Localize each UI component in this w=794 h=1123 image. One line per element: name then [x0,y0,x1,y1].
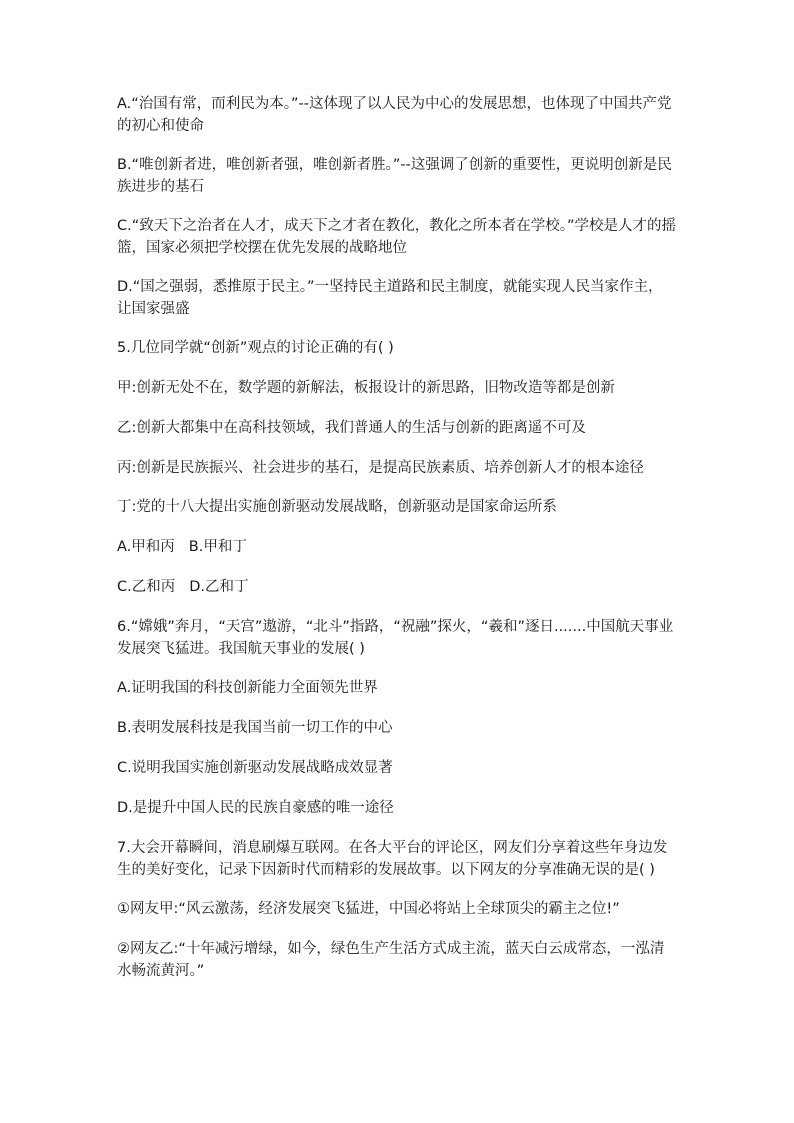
q5-option-c: C.乙和丙 [117,579,176,595]
q5-statement-jia: 甲:创新无处不在，数学题的新解法，板报设计的新思路，旧物改造等都是创新 [117,380,615,396]
q5-options-row-2 [117,576,677,598]
q6-option-a: A.证明我国的科技创新能力全面领先世界 [117,680,378,696]
q7-item-2: ②网友乙:“十年减污增绿，如今，绿色生产生活方式成主流，蓝天白云成常态，一泓清水畅流黄河。” [117,941,665,979]
q6-option-b: B.表明发展科技是我国当前一切工作的中心 [117,720,393,736]
q5-statement-ding: 丁:党的十八大提出实施创新驱动发展战略，创新驱动是国家命运所系 [117,499,557,515]
q4-option-a: A.“治国有常，而利民为本。”--这体现了以人民为中心的发展思想，也体现了中国共产党的初心和使命 [117,96,672,134]
q7-stem: 7.大会开幕瞬间，消息刷爆互联网。在各大平台的评论区，网友们分享着这些年身边发生的美好变化，记录下因新时代而精彩的发展故事。以下网友的分享准确无误的是( ) [117,840,668,878]
q6-option-c: C.说明我国实施创新驱动发展战略成效显著 [117,760,393,776]
document-page [117,93,677,999]
q4-option-b: B.“唯创新者进，唯创新者强，唯创新者胜。”--这强调了创新的重要性，更说明创新是民族进步的基石 [117,157,672,195]
q5-option-d: D.乙和丁 [189,579,249,595]
q5-statement-bing: 丙:创新是民族振兴、社会进步的基石，是提高民族素质、培养创新人才的根本途径 [117,460,644,476]
q5-option-b: B.甲和丁 [188,539,247,555]
q4-option-c: C.“致天下之治者在人才，成天下之才者在教化，教化之所本者在学校。”学校是人才的摇篮，国家必须把学校摆在优先发展的战略地位 [117,218,677,256]
q5-option-a: A.甲和丙 [117,539,175,555]
q6-option-d: D.是提升中国人民的民族自豪感的唯一途径 [117,800,394,816]
q4-option-d: D.“国之强弱，悉推原于民主。”一坚持民主道路和民主制度，就能实现人民当家作主，让国家强盛 [117,279,663,317]
q5-stem: 5.几位同学就“创新”观点的讨论正确的有( ) [117,340,394,356]
q7-item-1: ①网友甲:“风云激荡，经济发展突飞猛进，中国必将站上全球顶尖的霸主之位!” [117,901,620,917]
q6-stem: 6.“嫦娥”奔月，“天宫”遨游，“北斗”指路，“祝融”探火，“羲和”逐日.......中国航天事业发展突飞猛进。我国航天事业的发展( ) [117,619,674,657]
q5-options-row-1 [117,536,677,558]
q5-statement-yi: 乙:创新大都集中在高科技领域，我们普通人的生活与创新的距离遥不可及 [117,420,586,436]
